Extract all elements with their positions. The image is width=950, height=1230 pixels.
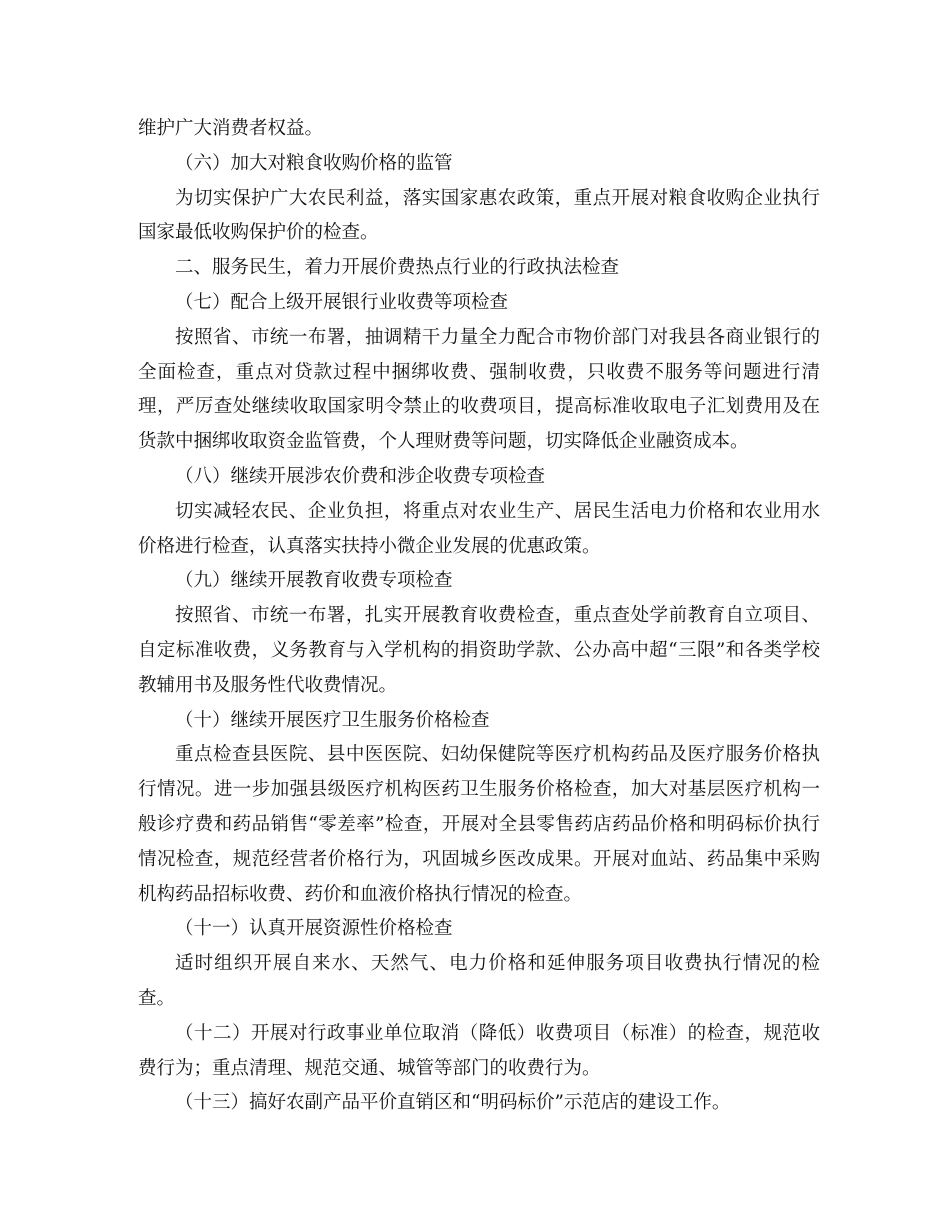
section-heading-13: （十三）搞好农副产品平价直销区和“明码标价”示范店的建设工作。 [175,1092,731,1114]
paragraph: 按照省、市统一布署，扎实开展教育收费检查，重点查处学前教育自立项目、自定标准收费，义务教育与入学机构的捐资助学款、公办高中超“三限”和各类学校教辅用书及服务性代收费情况。 [138,605,820,696]
section-heading-11: （十一）认真开展资源性价格检查 [175,918,453,940]
paragraph: 为切实保护广大农民利益，落实国家惠农政策，重点开展对粮食收购企业执行国家最低收购保护价的检查。 [138,187,820,244]
section-heading-2: 二、服务民生，着力开展价费热点行业的行政执法检查 [175,257,620,279]
paragraph: 切实减轻农民、企业负担，将重点对农业生产、居民生活电力价格和农业用水价格进行检查，认真落实扶持小微企业发展的优惠政策。 [138,500,820,557]
section-heading-7: （七）配合上级开展银行业收费等项检查 [175,291,509,313]
section-heading-6: （六）加大对粮食收购价格的监管 [175,152,453,174]
paragraph-continuation: 维护广大消费者权益。 [138,118,324,139]
section-heading-8: （八）继续开展涉农价费和涉企收费专项检查 [175,465,546,487]
paragraph: 重点检查县医院、县中医医院、妇幼保健院等医疗机构药品及医疗服务价格执行情况。进一步加强县级医疗机构医药卫生服务价格检查，加大对基层医疗机构一般诊疗费和药品销售“零差率”检查，开展对全县零售药店药品价格和明码标价执行情况检查，规范经营者价格行为，巩固城乡医改成果。开展对血站、药品集中采购机构药品招标收费、药价和血液价格执行情况的检查。 [138,744,820,905]
section-heading-9: （九）继续开展教育收费专项检查 [175,570,453,592]
document-body [138,112,820,1121]
section-heading-12: （十二）开展对行政事业单位取消（降低）收费项目（标准）的检查，规范收费行为；重点清理、规范交通、城管等部门的收费行为。 [138,1022,820,1079]
section-heading-10: （十）继续开展医疗卫生服务价格检查 [175,709,490,731]
paragraph: 按照省、市统一布署，抽调精干力量全力配合市物价部门对我县各商业银行的全面检查，重点对贷款过程中捆绑收费、强制收费，只收费不服务等问题进行清理，严厉查处继续收取国家明令禁止的收费项目，提高标准收取电子汇划费用及在货款中捆绑收取资金监管费，个人理财费等问题，切实降低企业融资成本。 [138,326,820,453]
paragraph: 适时组织开展自来水、天然气、电力价格和延伸服务项目收费执行情况的检查。 [138,953,820,1009]
